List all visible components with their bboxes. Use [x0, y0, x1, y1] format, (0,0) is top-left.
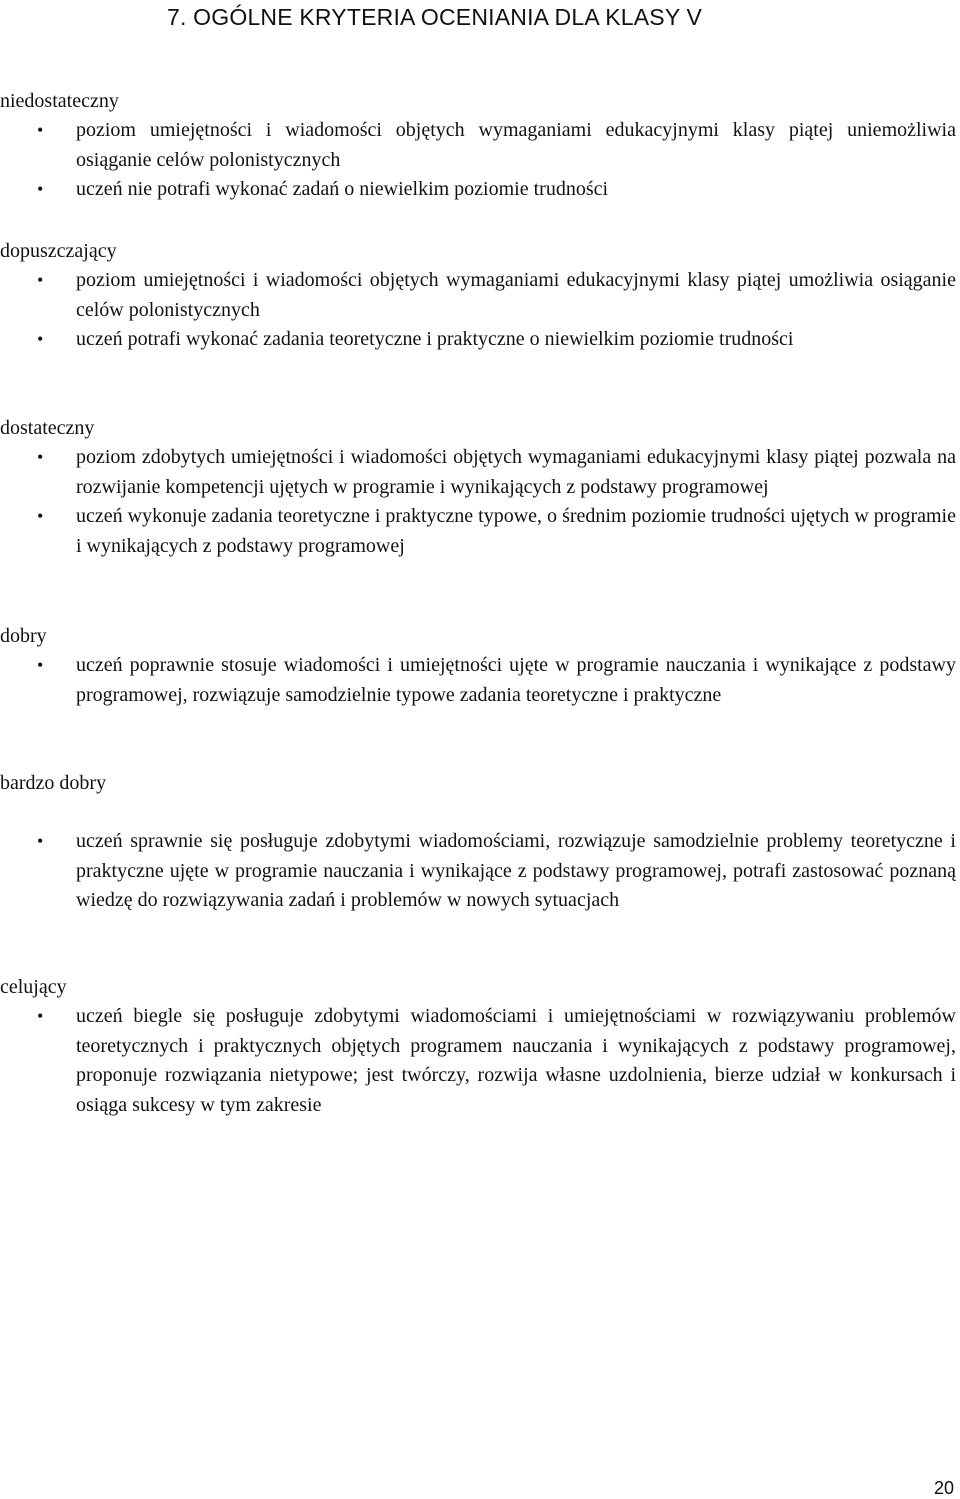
bullet-icon: •	[37, 447, 44, 467]
grade-section-bardzo-dobry	[0, 769, 956, 916]
bullet-icon: •	[37, 831, 44, 851]
grade-section-dopuszczajacy	[0, 237, 956, 355]
page-number: 20	[933, 1478, 954, 1498]
bullet-icon: •	[37, 120, 44, 140]
list-item	[0, 502, 956, 561]
grade-heading: dopuszczający	[0, 240, 117, 262]
grade-section-dostateczny	[0, 414, 956, 561]
criteria-list	[0, 1002, 956, 1120]
bullet-icon: •	[37, 179, 44, 199]
list-item	[0, 443, 956, 502]
list-item	[0, 651, 956, 710]
criterion-text: uczeń nie potrafi wykonać zadań o niewielkim poziomie trudności	[76, 178, 609, 200]
criteria-list	[0, 116, 956, 205]
criteria-list	[0, 266, 956, 355]
criterion-text: uczeń biegle się posługuje zdobytymi wiadomościami i umiejętnościami w rozwiązywaniu problemów teoretycznych i praktycznych objętych programem nauczania i wynikających z podstawy programowej, proponuje rozwiązania nietypowe; jest twórczy, rozwija własne uzdolnienia, bierze udział w konkursach i osiąga sukcesy w tym zakresie	[76, 1005, 956, 1116]
criteria-list	[0, 827, 956, 916]
bullet-icon: •	[37, 506, 44, 526]
grade-section-celujacy	[0, 973, 956, 1120]
bullet-icon: •	[37, 329, 44, 349]
list-item	[0, 325, 956, 355]
criterion-text: uczeń potrafi wykonać zadania teoretyczne i praktyczne o niewielkim poziomie trudności	[76, 328, 794, 350]
list-item	[0, 116, 956, 175]
criteria-list	[0, 651, 956, 710]
bullet-icon: •	[37, 655, 44, 675]
criterion-text: uczeń sprawnie się posługuje zdobytymi wiadomościami, rozwiązuje samodzielnie problemy teoretyczne i praktyczne ujęte w programie nauczania i wynikające z podstawy programowej, potrafi zastosować poznaną wiedzę do rozwiązywania zadań i problemów w nowych sytuacjach	[76, 830, 956, 911]
page-title: 7. OGÓLNE KRYTERIA OCENIANIA DLA KLASY V	[167, 4, 703, 30]
list-item	[0, 266, 956, 325]
grade-heading: celujący	[0, 976, 67, 998]
grade-heading: dostateczny	[0, 417, 95, 439]
criterion-text: poziom zdobytych umiejętności i wiadomości objętych wymaganiami edukacyjnymi klasy piątej pozwala na rozwijanie kompetencji ujętych w programie i wynikających z podstawy programowej	[76, 446, 956, 498]
criterion-text: uczeń poprawnie stosuje wiadomości i umiejętności ujęte w programie nauczania i wynikające z podstawy programowej, rozwiązuje samodzielnie typowe zadania teoretyczne i praktyczne	[76, 654, 956, 706]
bullet-icon: •	[37, 1006, 44, 1026]
grade-heading: niedostateczny	[0, 90, 119, 112]
criterion-text: uczeń wykonuje zadania teoretyczne i praktyczne typowe, o średnim poziomie trudności ujętych w programie i wynikających z podstawy programowej	[76, 505, 956, 557]
list-item	[0, 1002, 956, 1120]
grade-section-dobry	[0, 622, 956, 710]
criterion-text: poziom umiejętności i wiadomości objętych wymaganiami edukacyjnymi klasy piątej uniemożliwia osiąganie celów polonistycznych	[76, 119, 956, 171]
list-item	[0, 827, 956, 916]
grade-heading: bardzo dobry	[0, 772, 107, 794]
grade-section-niedostateczny	[0, 87, 956, 205]
list-item	[0, 175, 956, 205]
bullet-icon: •	[37, 270, 44, 290]
criterion-text: poziom umiejętności i wiadomości objętych wymaganiami edukacyjnymi klasy piątej umożliwia osiąganie celów polonistycznych	[76, 269, 956, 321]
criteria-list	[0, 443, 956, 561]
grade-heading: dobry	[0, 625, 47, 647]
